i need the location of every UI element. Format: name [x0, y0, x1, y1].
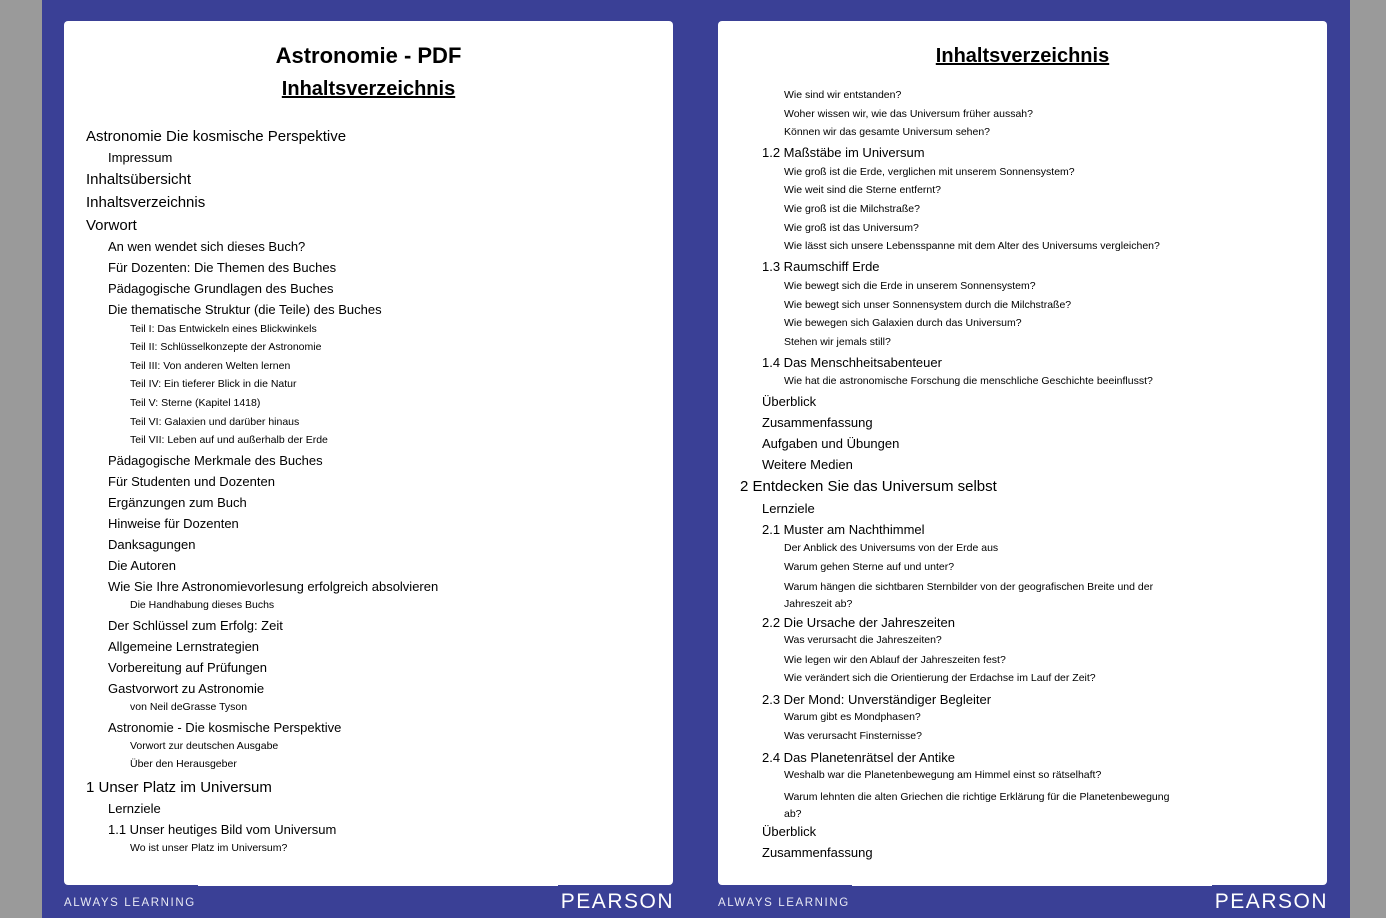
toc-link-level-3[interactable]: Wie bewegt sich die Erde in unserem Sonnensystem?: [784, 280, 1036, 292]
toc-link-level-2[interactable]: Astronomie - Die kosmische Perspektive: [108, 720, 342, 735]
toc-link-level-3[interactable]: Vorwort zur deutschen Ausgabe: [130, 740, 279, 752]
toc-link-level-2[interactable]: Überblick: [762, 824, 817, 839]
toc-link-level-2[interactable]: An wen wendet sich dieses Buch?: [108, 239, 306, 254]
footer-tagline: ALWAYS LEARNING: [64, 897, 196, 909]
toc-link-level-2[interactable]: 2.3 Der Mond: Unverständiger Begleiter: [762, 692, 992, 707]
toc-link-level-3[interactable]: Teil I: Das Entwickeln eines Blickwinkels: [130, 323, 317, 335]
toc-link-level-2[interactable]: 1.1 Unser heutiges Bild vom Universum: [108, 822, 337, 837]
toc-link-level-2[interactable]: Impressum: [108, 150, 173, 165]
toc-link-level-1[interactable]: 1 Unser Platz im Universum: [86, 779, 272, 796]
toc-link-level-3[interactable]: Über den Herausgeber: [130, 758, 237, 770]
toc-link-level-2[interactable]: Hinweise für Dozenten: [108, 516, 239, 531]
page-content-left: [64, 21, 673, 885]
toc-link-level-3[interactable]: Teil IV: Ein tieferer Blick in die Natur: [130, 378, 297, 390]
toc-link-level-3[interactable]: Wie groß ist das Universum?: [784, 222, 919, 234]
toc-link-level-3[interactable]: Teil III: Von anderen Welten lernen: [130, 360, 291, 372]
toc-link-level-2[interactable]: 2.2 Die Ursache der Jahreszeiten: [762, 615, 955, 630]
toc-link-level-3[interactable]: Warum gibt es Mondphasen?: [784, 711, 921, 723]
toc-link-level-3[interactable]: Was verursacht die Jahreszeiten?: [784, 634, 942, 646]
toc-link-level-3[interactable]: von Neil deGrasse Tyson: [130, 701, 248, 713]
toc-link-level-3[interactable]: Wie groß ist die Milchstraße?: [784, 203, 920, 215]
page-edge: [198, 883, 558, 886]
toc-link-level-3[interactable]: Der Anblick des Universums von der Erde aus: [784, 542, 999, 554]
pdf-page-right: [696, 0, 1350, 918]
toc-link-level-2[interactable]: Lernziele: [762, 501, 815, 516]
toc-link-level-3[interactable]: Können wir das gesamte Universum sehen?: [784, 126, 991, 138]
toc-heading: Inhaltsverzeichnis: [935, 45, 1110, 67]
toc-link-level-2[interactable]: Die thematische Struktur (die Teile) des Buches: [108, 302, 382, 317]
toc-link-level-2[interactable]: Zusammenfassung: [762, 845, 873, 860]
toc-link-level-2[interactable]: Ergänzungen zum Buch: [108, 495, 247, 510]
toc-link-level-3[interactable]: Warum lehnten die alten Griechen die richtige Erklärung für die Planetenbewegung ab?: [784, 791, 1170, 820]
toc-link-level-2[interactable]: Für Studenten und Dozenten: [108, 474, 275, 489]
toc-link-level-1[interactable]: Astronomie Die kosmische Perspektive: [86, 128, 347, 145]
toc-link-level-3[interactable]: Teil VII: Leben auf und außerhalb der Erde: [130, 434, 328, 446]
footer-tagline: ALWAYS LEARNING: [718, 897, 850, 909]
toc-link-level-2[interactable]: Der Schlüssel zum Erfolg: Zeit: [108, 618, 283, 633]
toc-link-level-3[interactable]: Teil VI: Galaxien und darüber hinaus: [130, 416, 300, 428]
document-title: Astronomie - PDF: [275, 43, 462, 68]
toc-link-level-3[interactable]: Wie verändert sich die Orientierung der Erdachse im Lauf der Zeit?: [784, 672, 1096, 684]
toc-link-level-3[interactable]: Woher wissen wir, wie das Universum früher aussah?: [784, 108, 1033, 120]
toc-link-level-2[interactable]: Zusammenfassung: [762, 415, 873, 430]
toc-link-level-2[interactable]: Danksagungen: [108, 537, 196, 552]
toc-link-level-3[interactable]: Die Handhabung dieses Buchs: [130, 599, 275, 611]
pearson-logo: PEARSON: [560, 890, 674, 913]
toc-link-level-3[interactable]: Wie hat die astronomische Forschung die menschliche Geschichte beeinflusst?: [784, 375, 1153, 387]
pdf-page-left: [42, 0, 696, 918]
toc-link-level-2[interactable]: 1.2 Maßstäbe im Universum: [762, 145, 925, 160]
toc-link-level-2[interactable]: Aufgaben und Übungen: [762, 436, 900, 451]
toc-link-level-3[interactable]: Wie weit sind die Sterne entfernt?: [784, 184, 941, 196]
toc-link-level-2[interactable]: Überblick: [762, 394, 817, 409]
toc-heading: Inhaltsverzeichnis: [281, 78, 456, 100]
toc-link-level-3[interactable]: Warum gehen Sterne auf und unter?: [784, 561, 955, 573]
toc-link-level-2[interactable]: Für Dozenten: Die Themen des Buches: [108, 260, 337, 275]
toc-link-level-3[interactable]: Wie sind wir entstanden?: [784, 89, 902, 101]
pearson-logo: PEARSON: [1214, 890, 1328, 913]
toc-link-level-2[interactable]: 1.3 Raumschiff Erde: [762, 259, 880, 274]
toc-link-level-2[interactable]: Vorbereitung auf Prüfungen: [108, 660, 268, 675]
toc-link-level-3[interactable]: Wie bewegt sich unser Sonnensystem durch die Milchstraße?: [784, 299, 1072, 311]
toc-link-level-3[interactable]: Teil II: Schlüsselkonzepte der Astronomie: [130, 341, 322, 353]
toc-link-level-3[interactable]: Teil V: Sterne (Kapitel 1418): [130, 397, 261, 409]
toc-link-level-3[interactable]: Wie groß ist die Erde, verglichen mit unserem Sonnensystem?: [784, 166, 1075, 178]
toc-link-level-1[interactable]: Inhaltsverzeichnis: [86, 194, 206, 211]
page-content-right: [718, 21, 1327, 885]
toc-link-level-2[interactable]: 2.1 Muster am Nachthimmel: [762, 522, 925, 537]
toc-link-level-3[interactable]: Weshalb war die Planetenbewegung am Himmel einst so rätselhaft?: [784, 769, 1102, 781]
toc-link-level-1[interactable]: Inhaltsübersicht: [86, 171, 192, 188]
toc-link-level-2[interactable]: 1.4 Das Menschheitsabenteuer: [762, 355, 942, 370]
toc-link-level-2[interactable]: Weitere Medien: [762, 457, 853, 472]
toc-link-level-1[interactable]: Vorwort: [86, 217, 137, 234]
page-edge: [852, 883, 1212, 886]
toc-link-level-3[interactable]: Warum hängen die sichtbaren Sternbilder von der geografischen Breite und der Jahreszeit ab?: [784, 581, 1154, 610]
toc-link-level-2[interactable]: Wie Sie Ihre Astronomievorlesung erfolgreich absolvieren: [108, 579, 439, 594]
toc-link-level-3[interactable]: Was verursacht Finsternisse?: [784, 730, 922, 742]
toc-link-level-3[interactable]: Wo ist unser Platz im Universum?: [130, 842, 288, 854]
toc-link-level-2[interactable]: Allgemeine Lernstrategien: [108, 639, 260, 654]
toc-list-left: [64, 21, 673, 885]
toc-link-level-2[interactable]: Die Autoren: [108, 558, 176, 573]
toc-link-level-3[interactable]: Wie lässt sich unsere Lebensspanne mit dem Alter des Universums vergleichen?: [784, 240, 1160, 252]
toc-link-level-3[interactable]: Wie bewegen sich Galaxien durch das Universum?: [784, 317, 1022, 329]
toc-link-level-2[interactable]: Gastvorwort zu Astronomie: [108, 681, 265, 696]
toc-link-level-2[interactable]: Lernziele: [108, 801, 161, 816]
toc-link-level-2[interactable]: Pädagogische Grundlagen des Buches: [108, 281, 334, 296]
toc-list-right: [718, 21, 1327, 885]
toc-link-level-1[interactable]: 2 Entdecken Sie das Universum selbst: [740, 478, 997, 495]
toc-link-level-2[interactable]: Pädagogische Merkmale des Buches: [108, 453, 323, 468]
toc-link-level-3[interactable]: Stehen wir jemals still?: [784, 336, 891, 348]
toc-link-level-2[interactable]: 2.4 Das Planetenrätsel der Antike: [762, 750, 955, 765]
toc-link-level-3[interactable]: Wie legen wir den Ablauf der Jahreszeiten fest?: [784, 654, 1006, 666]
